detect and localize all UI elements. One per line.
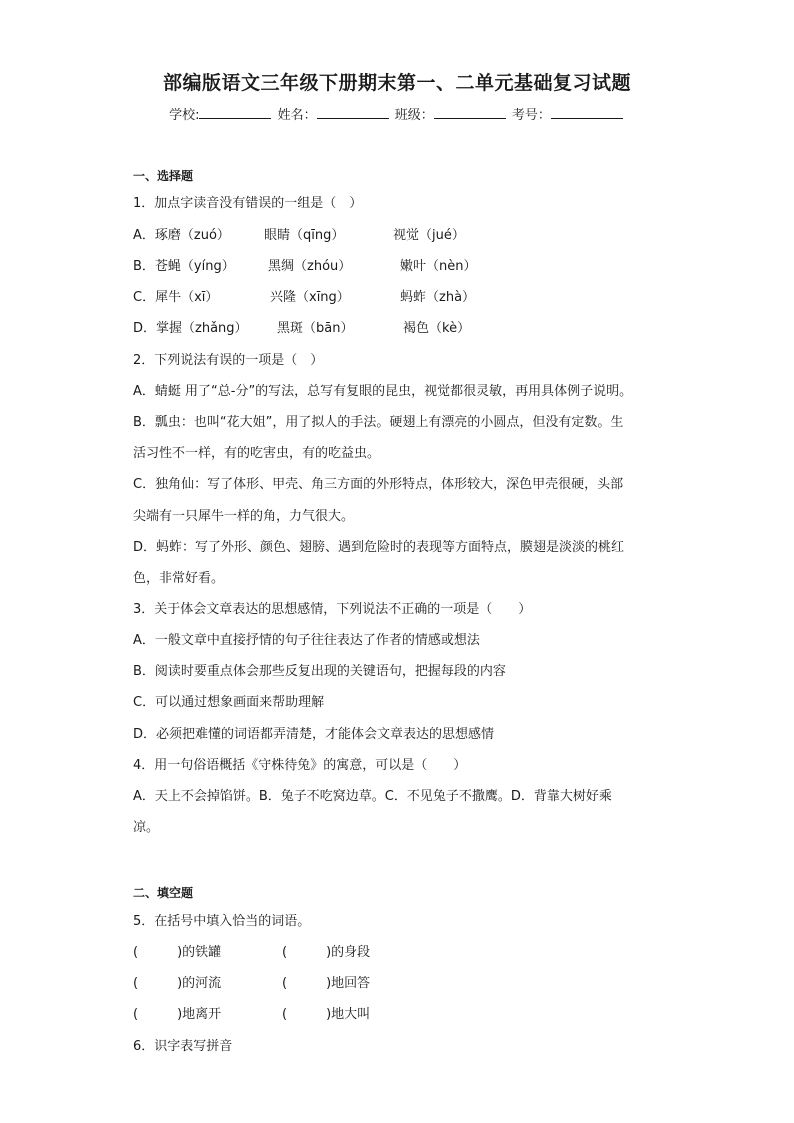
question-2-line: 色，非常好看。 [133,571,225,586]
question-4-line: A．天上不会掉馅饼。B．兔子不吃窝边草。C．不见兔子不撒鹰。D．背靠大树好乘 [133,789,612,804]
option-row: 兴隆（xīng） [270,290,350,305]
option-row: 黑绸（zhóu） [268,259,352,274]
name-blank[interactable] [317,106,389,119]
name-label: 姓名： [277,108,317,123]
fill-blank-item[interactable]: ( )地回答 [282,976,371,991]
option-row: D．掌握（zhǎng） [133,321,248,336]
page-title: 部编版语文三年级下册期末第一、二单元基础复习试题 [162,72,631,94]
question-3-line: B．阅读时要重点体会那些反复出现的关键语句，把握每段的内容 [133,664,506,679]
fill-blank-item[interactable]: ( )地大叫 [282,1007,371,1022]
section-heading-choice: 一、选择题 [133,169,194,183]
question-1-stem: 1．加点字读音没有错误的一组是（ ） [133,196,363,211]
question-6-stem: 6．识字表写拼音 [133,1039,233,1054]
student-info-row [0,104,794,123]
question-2-line: 活习性不一样，有的吃害虫，有的吃益虫。 [133,446,381,461]
question-2-stem: 2．下列说法有误的一项是（ ） [133,353,324,368]
option-row: 褐色（kè） [403,321,471,336]
fill-blank-item[interactable]: ( )的身段 [282,945,371,960]
option-row: 嫩叶（nèn） [400,259,477,274]
question-5-stem: 5．在括号中填入恰当的词语。 [133,914,311,929]
number-blank[interactable] [551,106,623,119]
option-row: C．犀牛（xī） [133,290,219,305]
question-3-stem: 3．关于体会文章表达的思想感情，下列说法不正确的一项是（ ） [133,602,532,617]
option-row: 黑斑（bān） [277,321,354,336]
school-label: 学校: [169,108,200,123]
school-blank[interactable] [199,106,271,119]
option-row: B．苍蝇（yíng） [133,259,235,274]
question-2-line: C．独角仙：写了体形、甲壳、角三方面的外形特点，体形较大，深色甲壳很硬，头部 [133,477,624,492]
question-4-stem: 4．用一句俗语概括《守株待兔》的寓意，可以是（ ） [133,758,467,773]
question-2-line: 尖端有一只犀牛一样的角，力气很大。 [133,509,355,524]
option-row: 蚂蚱（zhà） [400,290,476,305]
question-3-line: A．一般文章中直接抒情的句子往往表达了作者的情感或想法 [133,633,480,648]
question-3-line: D．必须把难懂的词语都弄清楚，才能体会文章表达的思想感情 [133,727,495,742]
question-3-line: C．可以通过想象画面来帮助理解 [133,695,325,710]
fill-blank-item[interactable]: ( )的铁罐 [133,945,222,960]
number-label: 考号： [511,108,551,123]
option-row: A．琢磨（zuó） [133,228,230,243]
option-row: 视觉（jué） [393,228,465,243]
question-4-line: 凉。 [133,820,160,835]
option-row: 眼睛（qīng） [264,228,345,243]
question-2-line: B．瓢虫：也叫“花大姐”，用了拟人的手法。硬翅上有漂亮的小圆点，但没有定数。生 [133,415,624,430]
fill-blank-item[interactable]: ( )的河流 [133,976,222,991]
section-heading-fill: 二、填空题 [133,886,194,900]
class-blank[interactable] [434,106,506,119]
question-2-line: A．蜻蜓 用了“总-分”的写法，总写有复眼的昆虫，视觉都很灵敏，再用具体例子说明。 [133,384,633,399]
fill-blank-item[interactable]: ( )地离开 [133,1007,222,1022]
class-label: 班级： [394,108,434,123]
question-2-line: D．蚂蚱：写了外形、颜色、翅膀、遇到危险时的表现等方面特点，膜翅是淡淡的桃红 [133,540,625,555]
